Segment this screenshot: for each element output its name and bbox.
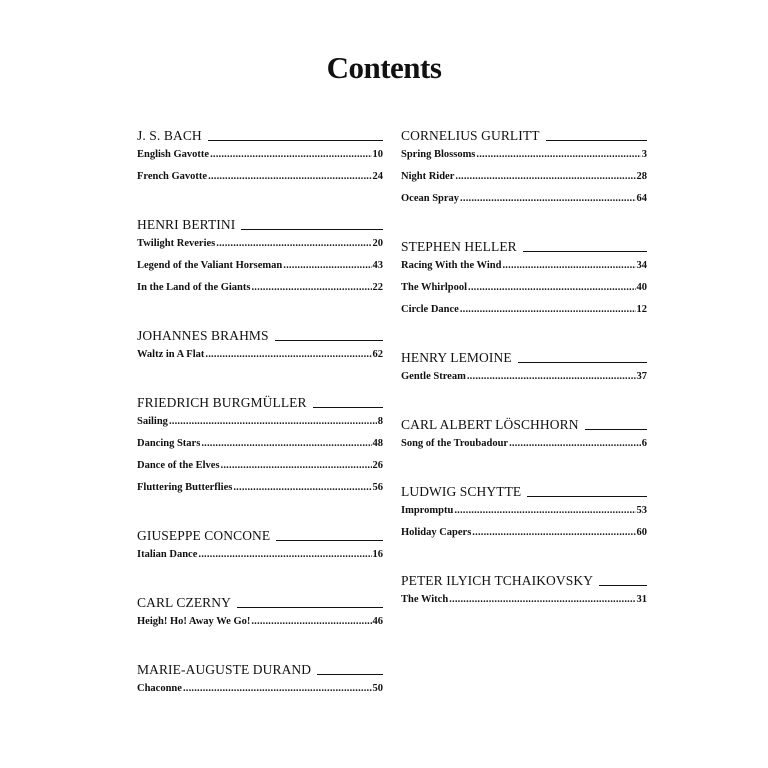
page-number: 6	[641, 438, 647, 449]
dot-leader	[210, 149, 371, 160]
composer-name: HENRI BERTINI	[137, 217, 236, 232]
piece-title: English Gavotte	[137, 149, 210, 160]
composer-name: HENRY LEMOINE	[401, 350, 512, 365]
composer-section	[137, 126, 383, 193]
dot-leader	[169, 416, 377, 427]
piece-title: The Witch	[401, 594, 449, 605]
dot-leader	[449, 594, 635, 605]
page-number: 60	[636, 527, 647, 538]
toc-entry[interactable]	[137, 171, 383, 193]
toc-entry[interactable]	[137, 549, 383, 571]
page-number: 56	[372, 482, 383, 493]
page-number: 62	[372, 349, 383, 360]
composer-name: J. S. BACH	[137, 128, 202, 143]
composer-section	[401, 237, 647, 326]
piece-title: Dance of the Elves	[137, 460, 220, 471]
dot-leader	[201, 438, 371, 449]
toc-entry[interactable]	[137, 238, 383, 260]
piece-title: Twilight Reveries	[137, 238, 216, 249]
toc-entry[interactable]	[137, 260, 383, 282]
composer-name: LUDWIG SCHYTTE	[401, 484, 522, 499]
page-number: 37	[636, 371, 647, 382]
heading-rule	[276, 540, 383, 541]
toc-entry[interactable]	[401, 371, 647, 393]
dot-leader	[251, 616, 371, 627]
composer-section	[401, 415, 647, 460]
composer-section	[401, 482, 647, 549]
composer-section	[137, 660, 383, 705]
dot-leader	[216, 238, 371, 249]
composer-name: PETER ILYICH TCHAIKOVSKY	[401, 573, 594, 588]
toc-entry[interactable]	[401, 594, 647, 616]
heading-rule	[241, 229, 383, 230]
toc-entry[interactable]	[137, 282, 383, 304]
page-number: 3	[641, 149, 647, 160]
composer-heading	[137, 326, 383, 344]
right-column	[401, 126, 647, 616]
dot-leader	[509, 438, 641, 449]
toc-entry[interactable]	[137, 149, 383, 171]
composer-name: CARL ALBERT LÖSCHHORN	[401, 417, 579, 432]
composer-section	[137, 326, 383, 371]
page-number: 22	[372, 282, 383, 293]
toc-entry[interactable]	[401, 260, 647, 282]
toc-entry[interactable]	[401, 438, 647, 460]
composer-heading	[137, 126, 383, 144]
piece-title: Chaconne	[137, 683, 182, 694]
dot-leader	[198, 549, 371, 560]
piece-title: The Whirlpool	[401, 282, 468, 293]
dot-leader	[208, 171, 371, 182]
composer-name: STEPHEN HELLER	[401, 239, 517, 254]
heading-rule	[313, 407, 383, 408]
piece-title: Waltz in A Flat	[137, 349, 205, 360]
page-number: 46	[372, 616, 383, 627]
composer-heading	[401, 482, 647, 500]
page-number: 24	[372, 171, 383, 182]
composer-section	[137, 393, 383, 504]
page-number: 64	[636, 193, 647, 204]
dot-leader	[183, 683, 372, 694]
piece-title: Spring Blossoms	[401, 149, 476, 160]
composer-heading	[137, 593, 383, 611]
toc-entry[interactable]	[401, 304, 647, 326]
page-number: 50	[372, 683, 383, 694]
composer-heading	[137, 526, 383, 544]
composer-name: CORNELIUS GURLITT	[401, 128, 540, 143]
dot-leader	[283, 260, 371, 271]
dot-leader	[454, 505, 635, 516]
composer-heading	[401, 237, 647, 255]
piece-title: French Gavotte	[137, 171, 208, 182]
page-number: 28	[636, 171, 647, 182]
heading-rule	[237, 607, 383, 608]
page-number: 31	[636, 594, 647, 605]
dot-leader	[472, 527, 635, 538]
toc-entry[interactable]	[401, 505, 647, 527]
toc-entry[interactable]	[137, 482, 383, 504]
piece-title: Night Rider	[401, 171, 455, 182]
composer-name: FRIEDRICH BURGMÜLLER	[137, 395, 307, 410]
toc-entry[interactable]	[137, 349, 383, 371]
piece-title: Song of the Troubadour	[401, 438, 509, 449]
dot-leader	[468, 282, 635, 293]
dot-leader	[455, 171, 635, 182]
dot-leader	[476, 149, 640, 160]
piece-title: Racing With the Wind	[401, 260, 502, 271]
page-number: 53	[636, 505, 647, 516]
dot-leader	[205, 349, 371, 360]
composer-heading	[137, 393, 383, 411]
toc-entry[interactable]	[137, 616, 383, 638]
piece-title: Gentle Stream	[401, 371, 466, 382]
toc-entry[interactable]	[137, 438, 383, 460]
heading-rule	[527, 496, 647, 497]
composer-heading	[401, 126, 647, 144]
dot-leader	[460, 304, 636, 315]
composer-heading	[401, 415, 647, 433]
composer-heading	[137, 215, 383, 233]
dot-leader	[233, 482, 371, 493]
toc-entry[interactable]	[401, 171, 647, 193]
composer-section	[137, 215, 383, 304]
piece-title: Circle Dance	[401, 304, 459, 315]
piece-title: Dancing Stars	[137, 438, 201, 449]
dot-leader	[502, 260, 635, 271]
piece-title: In the Land of the Giants	[137, 282, 251, 293]
dot-leader	[467, 371, 636, 382]
composer-name: GIUSEPPE CONCONE	[137, 528, 271, 543]
heading-rule	[546, 140, 647, 141]
composer-heading	[401, 348, 647, 366]
page-number: 26	[372, 460, 383, 471]
composer-section	[401, 126, 647, 215]
composer-section	[137, 526, 383, 571]
page-number: 16	[372, 549, 383, 560]
composer-name: JOHANNES BRAHMS	[137, 328, 269, 343]
heading-rule	[599, 585, 647, 586]
composer-name: MARIE-AUGUSTE DURAND	[137, 662, 312, 677]
left-column	[137, 126, 383, 705]
composer-heading	[401, 571, 647, 589]
toc-entry[interactable]	[137, 683, 383, 705]
dot-leader	[251, 282, 371, 293]
toc-entry[interactable]	[137, 416, 383, 438]
composer-name: CARL CZERNY	[137, 595, 231, 610]
page-number: 43	[372, 260, 383, 271]
piece-title: Holiday Capers	[401, 527, 472, 538]
dot-leader	[460, 193, 635, 204]
composer-section	[137, 593, 383, 638]
piece-title: Fluttering Butterflies	[137, 482, 233, 493]
toc-entry[interactable]	[401, 149, 647, 171]
page-number: 34	[636, 260, 647, 271]
toc-entry[interactable]	[401, 527, 647, 549]
toc-entry[interactable]	[401, 282, 647, 304]
composer-heading	[137, 660, 383, 678]
dot-leader	[221, 460, 372, 471]
heading-rule	[518, 362, 647, 363]
page-number: 12	[636, 304, 647, 315]
page-number: 40	[636, 282, 647, 293]
piece-title: Sailing	[137, 416, 168, 427]
page-number: 8	[377, 416, 383, 427]
piece-title: Impromptu	[401, 505, 454, 516]
page-number: 20	[372, 238, 383, 249]
heading-rule	[208, 140, 383, 141]
toc-entry[interactable]	[137, 460, 383, 482]
toc-entry[interactable]	[401, 193, 647, 215]
piece-title: Heigh! Ho! Away We Go!	[137, 616, 251, 627]
heading-rule	[585, 429, 647, 430]
composer-section	[401, 571, 647, 616]
heading-rule	[275, 340, 383, 341]
piece-title: Italian Dance	[137, 549, 198, 560]
page-number: 48	[372, 438, 383, 449]
page-number: 10	[372, 149, 383, 160]
composer-section	[401, 348, 647, 393]
piece-title: Legend of the Valiant Horseman	[137, 260, 283, 271]
heading-rule	[523, 251, 647, 252]
piece-title: Ocean Spray	[401, 193, 460, 204]
heading-rule	[317, 674, 383, 675]
page-title: Contents	[326, 50, 442, 85]
